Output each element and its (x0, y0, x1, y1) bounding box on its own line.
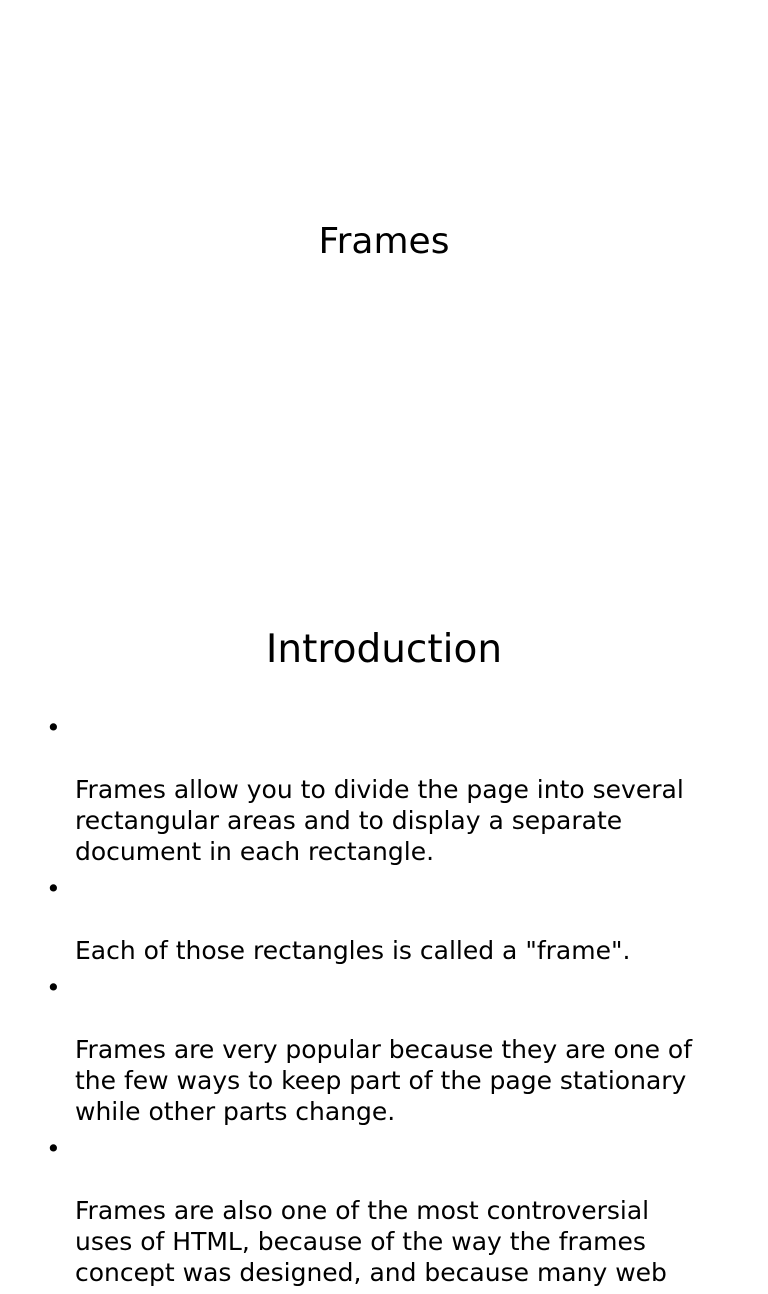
bullet-text: Each of those rectangles is called a "frame". (75, 936, 631, 965)
slide-title: Introduction (265, 627, 503, 672)
bullet-item (46, 972, 726, 1127)
bullet-item (46, 1133, 726, 1288)
bullet-item (46, 712, 726, 867)
slide-2 (0, 576, 768, 1287)
bullet-text: Frames allow you to divide the page into several rectangular areas and to display a separate document in each rectangle. (75, 775, 684, 866)
bullet-text: Frames are also one of the most controversial uses of HTML, because of the way the frames concept was designed, and because many web (75, 1196, 667, 1287)
slide-1 (0, 0, 768, 576)
bullet-icon: • (46, 1134, 61, 1163)
bullet-text: Frames are very popular because they are one of the few ways to keep part of the page stationary while other parts change. (75, 1035, 693, 1126)
bullet-list (46, 712, 726, 1294)
bullet-icon: • (46, 874, 61, 903)
bullet-icon: • (46, 973, 61, 1002)
slide-title: Frames (318, 221, 450, 262)
bullet-item (46, 873, 726, 966)
bullet-icon: • (46, 713, 61, 742)
